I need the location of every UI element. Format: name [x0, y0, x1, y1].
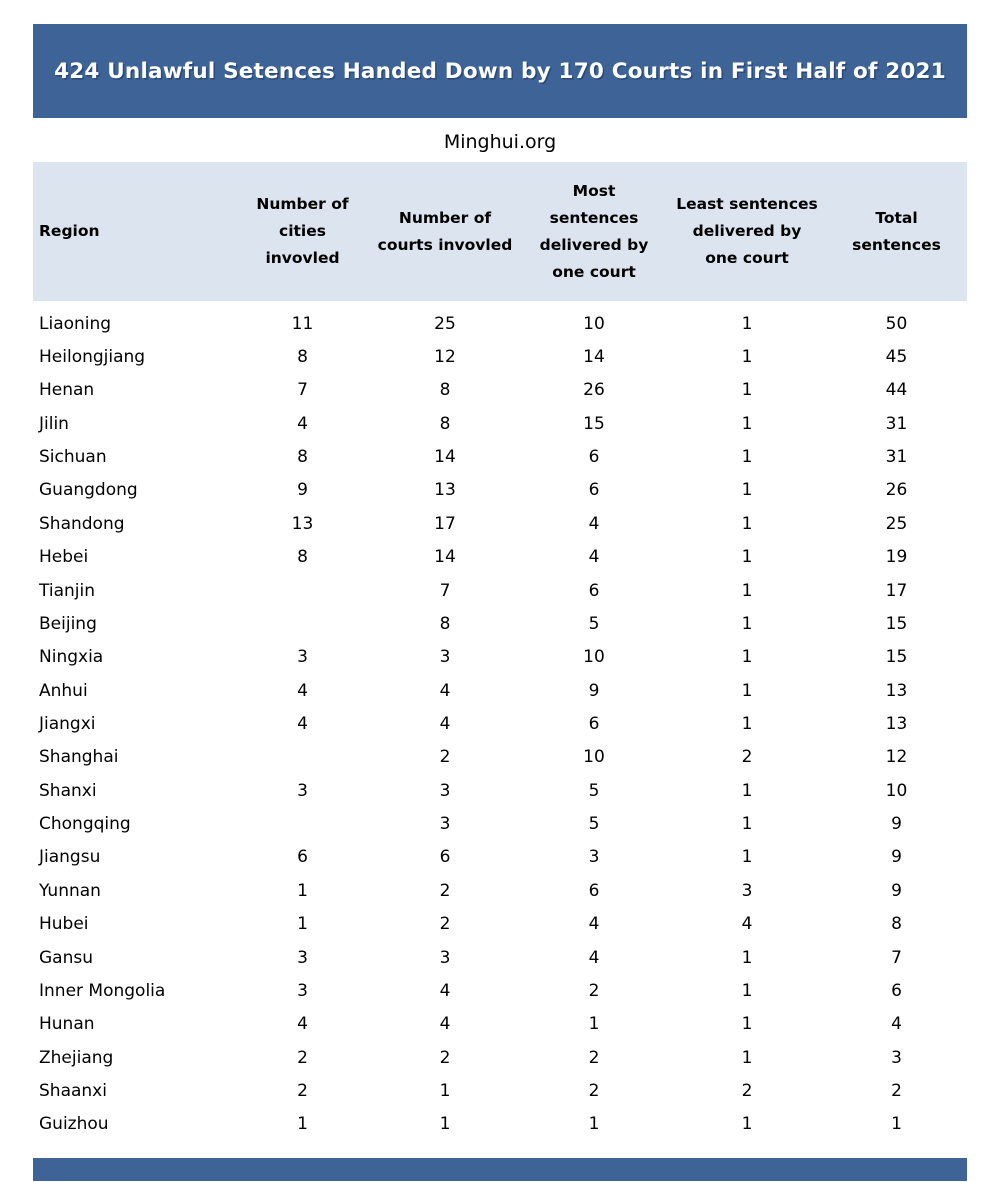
most-cell: 4: [588, 914, 600, 935]
total-cell: 26: [885, 480, 908, 501]
cities-cell: 1: [297, 1114, 308, 1135]
most-cell: 3: [588, 847, 600, 868]
region-cell: Shanghai: [39, 747, 119, 768]
cities-cell: 6: [297, 847, 308, 868]
total-cell: 44: [885, 380, 908, 401]
total-cell: 3: [891, 1047, 902, 1068]
least-cell: 2: [741, 1080, 753, 1101]
courts-cell: 17: [434, 513, 456, 534]
cities-cell: 1: [297, 914, 308, 935]
courts-cell: 13: [434, 480, 456, 501]
region-cell: Jiangxi: [39, 713, 96, 734]
most-cell: 6: [588, 713, 600, 734]
column-header-total: Total sentences: [852, 208, 941, 254]
least-cell: 1: [741, 380, 753, 401]
least-cell: 2: [741, 747, 753, 768]
total-cell: 8: [891, 914, 902, 935]
table-row: [33, 307, 967, 340]
region-cell: Guangdong: [39, 480, 138, 501]
table-row: [33, 407, 967, 440]
table-row: [33, 1074, 967, 1107]
table-row: [33, 807, 967, 840]
region-cell: Tianjin: [39, 580, 95, 601]
region-cell: Gansu: [39, 947, 93, 968]
region-cell: Yunnan: [39, 880, 101, 901]
least-cell: 4: [741, 914, 753, 935]
cities-cell: 4: [297, 413, 308, 434]
table-row: [33, 741, 967, 774]
total-cell: 6: [891, 980, 902, 1001]
region-cell: Shaanxi: [39, 1080, 107, 1101]
most-cell: 2: [588, 980, 600, 1001]
column-header-cities: Number of cities invovled: [256, 195, 349, 267]
cities-cell: 8: [297, 347, 308, 368]
least-cell: 1: [741, 1014, 753, 1035]
courts-cell: 2: [439, 914, 451, 935]
most-cell: 15: [583, 413, 605, 434]
region-cell: Hunan: [39, 1014, 95, 1035]
total-cell: 2: [891, 1080, 902, 1101]
total-cell: 1: [891, 1114, 902, 1135]
table-row: [33, 507, 967, 540]
cities-cell: 3: [297, 780, 308, 801]
table-row: [33, 440, 967, 473]
total-cell: 13: [885, 713, 908, 734]
least-cell: 1: [741, 947, 753, 968]
most-cell: 9: [588, 680, 600, 701]
least-cell: 1: [741, 780, 753, 801]
region-cell: Shandong: [39, 513, 125, 534]
courts-cell: 1: [439, 1114, 451, 1135]
total-cell: 9: [891, 880, 902, 901]
most-cell: 4: [588, 547, 600, 568]
region-cell: Beijing: [39, 613, 97, 634]
region-cell: Guizhou: [39, 1114, 109, 1135]
total-cell: 25: [885, 513, 908, 534]
table-row: [33, 641, 967, 674]
region-cell: Jilin: [39, 413, 69, 434]
table-row: [33, 1008, 967, 1041]
source-label: Minghui.org: [443, 131, 557, 153]
cities-cell: 3: [297, 647, 308, 668]
courts-cell: 4: [439, 680, 451, 701]
courts-cell: 3: [439, 780, 451, 801]
cities-cell: 3: [297, 947, 308, 968]
total-cell: 17: [885, 580, 908, 601]
most-cell: 5: [588, 814, 600, 835]
total-cell: 9: [891, 847, 902, 868]
column-header-least: Least sentences delivered by one court: [676, 195, 818, 267]
courts-cell: 12: [434, 347, 456, 368]
cities-cell: 4: [297, 713, 308, 734]
total-cell: 7: [891, 947, 902, 968]
courts-cell: 8: [439, 380, 451, 401]
courts-cell: 3: [439, 647, 451, 668]
table-row: [33, 374, 967, 407]
least-cell: 1: [741, 713, 753, 734]
least-cell: 1: [741, 413, 753, 434]
table-row: [33, 574, 967, 607]
region-cell: Hubei: [39, 914, 89, 935]
region-cell: Liaoning: [39, 313, 112, 334]
courts-cell: 2: [439, 880, 451, 901]
courts-cell: 3: [439, 947, 451, 968]
least-cell: 3: [741, 880, 753, 901]
most-cell: 4: [588, 947, 600, 968]
least-cell: 1: [741, 847, 753, 868]
least-cell: 1: [741, 680, 753, 701]
total-cell: 12: [885, 747, 908, 768]
region-cell: Sichuan: [39, 447, 107, 468]
region-cell: Henan: [39, 380, 95, 401]
cities-cell: 4: [297, 1014, 308, 1035]
cities-cell: 2: [297, 1080, 308, 1101]
table-row: [33, 874, 967, 907]
cities-cell: 7: [297, 380, 308, 401]
region-cell: Hebei: [39, 547, 89, 568]
most-cell: 5: [588, 780, 600, 801]
courts-cell: 8: [439, 413, 451, 434]
courts-cell: 4: [439, 713, 451, 734]
total-cell: 31: [885, 413, 908, 434]
total-cell: 50: [885, 313, 908, 334]
courts-cell: 8: [439, 613, 451, 634]
table-row: [33, 474, 967, 507]
courts-cell: 3: [439, 814, 451, 835]
courts-cell: 4: [439, 1014, 451, 1035]
most-cell: 2: [588, 1047, 600, 1068]
footer-banner: [33, 1158, 967, 1181]
most-cell: 6: [588, 580, 600, 601]
least-cell: 1: [741, 447, 753, 468]
least-cell: 1: [741, 347, 753, 368]
region-cell: Chongqing: [39, 814, 131, 835]
table-row: [33, 974, 967, 1007]
least-cell: 1: [741, 980, 753, 1001]
table-row: [33, 774, 967, 807]
least-cell: 1: [741, 480, 753, 501]
cities-cell: 11: [291, 313, 314, 334]
most-cell: 14: [583, 347, 605, 368]
cities-cell: 4: [297, 680, 308, 701]
title-banner: [33, 24, 967, 118]
table-header-row: [33, 162, 967, 301]
least-cell: 1: [741, 613, 753, 634]
most-cell: 26: [583, 380, 605, 401]
table-row: [33, 841, 967, 874]
most-cell: 2: [588, 1080, 600, 1101]
cities-cell: 1: [297, 880, 308, 901]
most-cell: 6: [588, 880, 600, 901]
courts-cell: 7: [439, 580, 451, 601]
region-cell: Inner Mongolia: [39, 980, 166, 1001]
least-cell: 1: [741, 1114, 753, 1135]
total-cell: 45: [885, 347, 908, 368]
most-cell: 4: [588, 513, 600, 534]
region-cell: Heilongjiang: [39, 347, 146, 368]
table-row: [33, 541, 967, 574]
courts-cell: 25: [434, 313, 456, 334]
most-cell: 1: [588, 1114, 600, 1135]
cities-cell: 13: [291, 513, 314, 534]
region-cell: Anhui: [39, 680, 88, 701]
table-row: [33, 1108, 967, 1141]
table-row: [33, 340, 967, 373]
column-header-most: Most sentences delivered by one court: [539, 181, 649, 281]
region-cell: Jiangsu: [39, 847, 101, 868]
least-cell: 1: [741, 814, 753, 835]
column-header-courts: Number of courts invovled: [377, 208, 513, 254]
least-cell: 1: [741, 580, 753, 601]
total-cell: 9: [891, 814, 902, 835]
cities-cell: 2: [297, 1047, 308, 1068]
courts-cell: 1: [439, 1080, 451, 1101]
column-header-region: Region: [39, 222, 100, 240]
most-cell: 5: [588, 613, 600, 634]
most-cell: 1: [588, 1014, 600, 1035]
least-cell: 1: [741, 1047, 753, 1068]
least-cell: 1: [741, 513, 753, 534]
most-cell: 10: [583, 647, 605, 668]
least-cell: 1: [741, 313, 753, 334]
courts-cell: 4: [439, 980, 451, 1001]
most-cell: 10: [583, 313, 605, 334]
most-cell: 6: [588, 480, 600, 501]
cities-cell: 8: [297, 447, 308, 468]
table-body: [33, 307, 967, 1141]
table-row: [33, 707, 967, 740]
courts-cell: 14: [434, 447, 456, 468]
table-row: [33, 674, 967, 707]
total-cell: 4: [891, 1014, 902, 1035]
courts-cell: 2: [439, 1047, 451, 1068]
region-cell: Zhejiang: [39, 1047, 114, 1068]
least-cell: 1: [741, 647, 753, 668]
sentences-table: [33, 162, 967, 1141]
cities-cell: 9: [297, 480, 308, 501]
most-cell: 6: [588, 447, 600, 468]
courts-cell: 14: [434, 547, 456, 568]
total-cell: 10: [885, 780, 908, 801]
courts-cell: 6: [439, 847, 451, 868]
table-row: [33, 607, 967, 640]
table-row: [33, 907, 967, 940]
region-cell: Ningxia: [39, 647, 104, 668]
least-cell: 1: [741, 547, 753, 568]
table-row: [33, 1041, 967, 1074]
total-cell: 15: [885, 613, 908, 634]
most-cell: 10: [583, 747, 605, 768]
total-cell: 15: [885, 647, 908, 668]
region-cell: Shanxi: [39, 780, 97, 801]
total-cell: 19: [885, 547, 908, 568]
cities-cell: 8: [297, 547, 308, 568]
total-cell: 13: [885, 680, 908, 701]
courts-cell: 2: [439, 747, 451, 768]
total-cell: 31: [885, 447, 908, 468]
page-title: 424 Unlawful Setences Handed Down by 170 Courts in First Half of 2021: [54, 58, 946, 84]
cities-cell: 3: [297, 980, 308, 1001]
table-row: [33, 941, 967, 974]
